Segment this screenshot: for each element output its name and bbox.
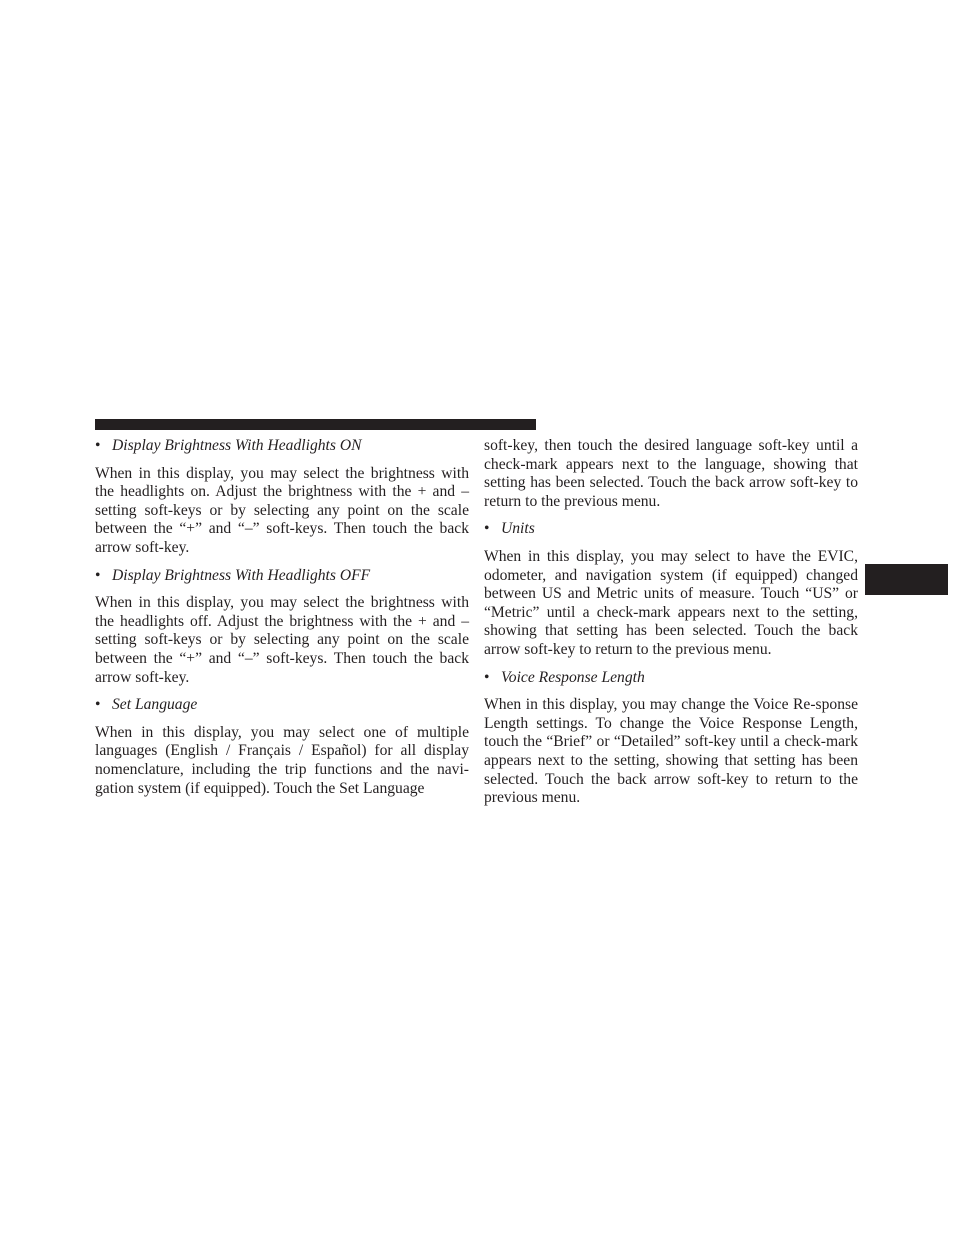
paragraph: When in this display, you may select the brightness with the headlights on. Adjust the brightness with the + and – setting soft-keys or by selecting any point on the scale between the “+” and “–” soft-keys. Then touch the back arrow soft-key.: [95, 464, 469, 556]
bullet-icon: •: [95, 566, 101, 584]
right-column: [484, 437, 858, 817]
paragraph: When in this display, you may select to have the EVIC, odometer, and navigation system (if equipped) changed between US and Metric units of measure. Touch “US” or “Metric” until a check-mark appears next to the setting, showing that setting has been selected. Touch the back arrow soft-key to return to the previous menu.: [484, 547, 858, 658]
bullet-item: • Units: [484, 520, 535, 538]
header-rule: [95, 419, 536, 430]
bullet-icon: •: [484, 668, 490, 686]
section-tab: [865, 564, 948, 595]
paragraph: soft-key, then touch the desired language soft-key until a check-mark appears next to the language, showing that setting has been selected. Touch the back arrow soft-key to return to the previous menu.: [484, 437, 858, 510]
bullet-item: • Display Brightness With Headlights OFF: [95, 566, 371, 584]
left-column: [95, 437, 469, 807]
bullet-icon: •: [95, 696, 101, 714]
paragraph: When in this display, you may select the brightness with the headlights off. Adjust the brightness with the + and – setting soft-keys or by selecting any point on the scale between the “+” and “–” soft-keys. Then touch the back arrow soft-key.: [95, 594, 469, 686]
bullet-item: • Set Language: [95, 696, 198, 714]
bullet-item: • Voice Response Length: [484, 668, 645, 686]
bullet-icon: •: [484, 520, 490, 538]
bullet-icon: •: [95, 437, 101, 454]
paragraph: When in this display, you may change the Voice Re-sponse Length settings. To change the Voice Response Length, touch the “Brief” or “Detailed” soft-key until a check-mark appears next to the setting, showing that setting has been selected. Touch the back arrow soft-key to return to the previous menu.: [484, 696, 858, 807]
bullet-item: • Display Brightness With Headlights ON: [95, 437, 362, 454]
paragraph: When in this display, you may select one of multiple languages (English / Français / Español) for all display nomenclature, including the trip functions and the navi-gation system (if equipped). Touch the Set Language: [95, 723, 469, 797]
